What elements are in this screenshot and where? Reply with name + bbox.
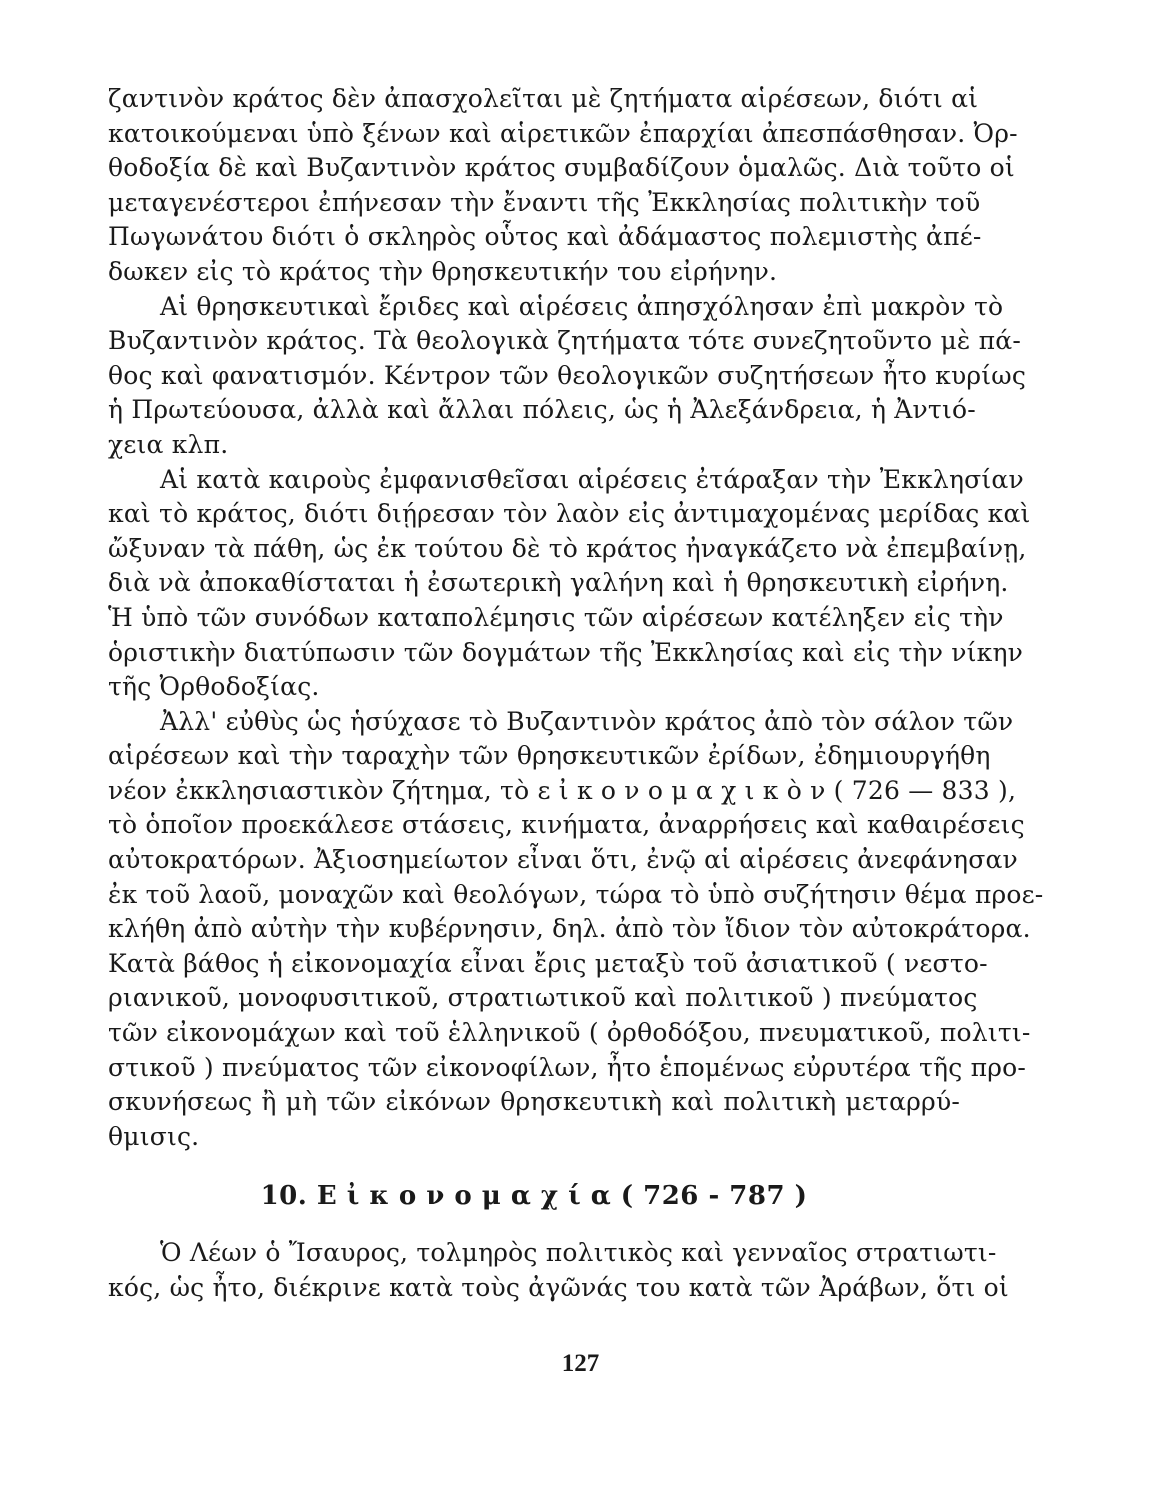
text-line: Ἀλλ' εὐθὺς ὡς ἡσύχασε τὸ Βυζαντινὸν κράτος ἀπὸ τὸν σάλον τῶν (160, 706, 1014, 736)
text-line: ζαντινὸν κράτος δὲν ἀπασχολεῖται μὲ ζητήματα αἱρέσεων, διότι αἱ (108, 84, 979, 113)
page-body (108, 82, 1044, 1306)
text-line: Αἱ θρησκευτικαὶ ἔριδες καὶ αἱρέσεις ἀπησχόλησαν ἐπὶ μακρὸν τὸ (160, 291, 1004, 321)
paragraph-1 (108, 82, 1018, 290)
text-line: Κατὰ βάθος ἡ εἰκονομαχία εἶναι ἔρις μεταξὺ τοῦ ἀσιατικοῦ ( νεστο- (108, 948, 988, 978)
text-line: ὤξυναν τὰ πάθη, ὡς ἐκ τούτου δὲ τὸ κράτος ἠναγκάζετο νὰ ἐπεμβαίνῃ, (108, 533, 1027, 563)
text-line: θμισις. (108, 1121, 200, 1151)
text-line: Βυζαντινὸν κράτος. Τὰ θεολογικὰ ζητήματα τότε συνεζητοῦντο μὲ πά- (108, 326, 1022, 356)
section-heading: 10. Ε ἰ κ ο ν ο μ α χ ί α ( 726 - 787 ) (260, 1181, 808, 1212)
text-line: Αἱ κατὰ καιροὺς ἐμφανισθεῖσαι αἱρέσεις ἐτάραξαν τὴν Ἐκκλησίαν (160, 464, 1024, 494)
text-line: μεταγενέστεροι ἐπήνεσαν τὴν ἔναντι τῆς Ἐκκλησίας πολιτικὴν τοῦ (108, 187, 981, 217)
paragraph-4 (108, 705, 1044, 1155)
text-line: κατοικούμεναι ὑπὸ ξένων καὶ αἱρετικῶν ἐπαρχίαι ἀπεσπάσθησαν. Ὀρ- (108, 118, 1018, 148)
text-line: Ὁ Λέων ὁ Ἴσαυρος, τολμηρὸς πολιτικὸς καὶ γενναῖος στρατιωτι- (160, 1238, 997, 1268)
paragraph-2 (108, 290, 1027, 463)
text-line: στικοῦ ) πνεύματος τῶν εἰκονοφίλων, ἦτο ἑπομένως εὐρυτέρα τῆς προ- (108, 1052, 1026, 1082)
text-line: διὰ νὰ ἀποκαθίσταται ἡ ἐσωτερικὴ γαλήνη καὶ ἡ θρησκευτικὴ εἰρήνη. (108, 568, 1009, 598)
text-line: αἱρέσεων καὶ τὴν ταραχὴν τῶν θρησκευτικῶν ἐρίδων, ἐδημιουργήθη (108, 741, 991, 771)
text-line: τὸ ὁποῖον προεκάλεσε στάσεις, κινήματα, ἀναρρήσεις καὶ καθαιρέσεις (108, 810, 1025, 840)
page-number: 127 (561, 1350, 600, 1377)
text-line: αὐτοκρατόρων. Ἀξιοσημείωτον εἶναι ὅτι, ἐνῷ αἱ αἱρέσεις ἀνεφάνησαν (108, 845, 1018, 875)
text-line: σκυνήσεως ἢ μὴ τῶν εἰκόνων θρησκευτικὴ καὶ πολιτικὴ μεταρρύ- (108, 1087, 960, 1117)
text-line: θος καὶ φανατισμόν. Κέντρον τῶν θεολογικῶν συζητήσεων ἦτο κυρίως (108, 360, 1027, 390)
paragraph-3 (108, 463, 1031, 705)
text-line: κός, ὡς ἦτο, διέκρινε κατὰ τοὺς ἀγῶνάς του κατὰ τῶν Ἀράβων, ὅτι οἱ (108, 1273, 1009, 1302)
text-line: κλήθη ἀπὸ αὐτὴν τὴν κυβέρνησιν, δηλ. ἀπὸ τὸν ἴδιον τὸν αὐτοκράτορα. (108, 914, 1031, 944)
text-line: νέον ἐκκλησιαστικὸν ζήτημα, τὸ ε ἰ κ ο ν ο μ α χ ι κ ὸ ν ( 726 — 833 ), (108, 775, 1017, 805)
text-line: θοδοξία δὲ καὶ Βυζαντινὸν κράτος συμβαδίζουν ὁμαλῶς. Διὰ τοῦτο οἱ (108, 153, 1015, 183)
text-line: ὁριστικὴν διατύπωσιν τῶν δογμάτων τῆς Ἐκκλησίας καὶ εἰς τὴν νίκην (108, 637, 1024, 667)
text-line: Ἡ ὑπὸ τῶν συνόδων καταπολέμησις τῶν αἱρέσεων κατέληξεν εἰς τὴν (108, 602, 1004, 632)
text-line: τῶν εἰκονομάχων καὶ τοῦ ἑλληνικοῦ ( ὀρθοδόξου, πνευματικοῦ, πολιτι- (108, 1018, 1031, 1048)
text-line: ἐκ τοῦ λαοῦ, μοναχῶν καὶ θεολόγων, τώρα τὸ ὑπὸ συζήτησιν θέμα προε- (108, 879, 1044, 909)
text-line: τῆς Ὀρθοδοξίας. (108, 672, 320, 702)
paragraph-5 (108, 1236, 1009, 1305)
text-line: ἡ Πρωτεύουσα, ἀλλὰ καὶ ἄλλαι πόλεις, ὡς ἡ Ἀλεξάνδρεια, ἡ Ἀντιό- (108, 395, 976, 425)
text-line: ριανικοῦ, μονοφυσιτικοῦ, στρατιωτικοῦ καὶ πολιτικοῦ ) πνεύματος (108, 983, 978, 1013)
text-line: δωκεν εἰς τὸ κράτος τὴν θρησκευτικήν του εἰρήνην. (108, 256, 778, 286)
text-line: χεια κλπ. (108, 429, 229, 459)
text-line: Πωγωνάτου διότι ὁ σκληρὸς οὗτος καὶ ἀδάμαστος πολεμιστὴς ἀπέ- (108, 222, 982, 252)
text-line: καὶ τὸ κράτος, διότι διῄρεσαν τὸν λαὸν εἰς ἀντιμαχομένας μερίδας καὶ (108, 499, 1031, 529)
